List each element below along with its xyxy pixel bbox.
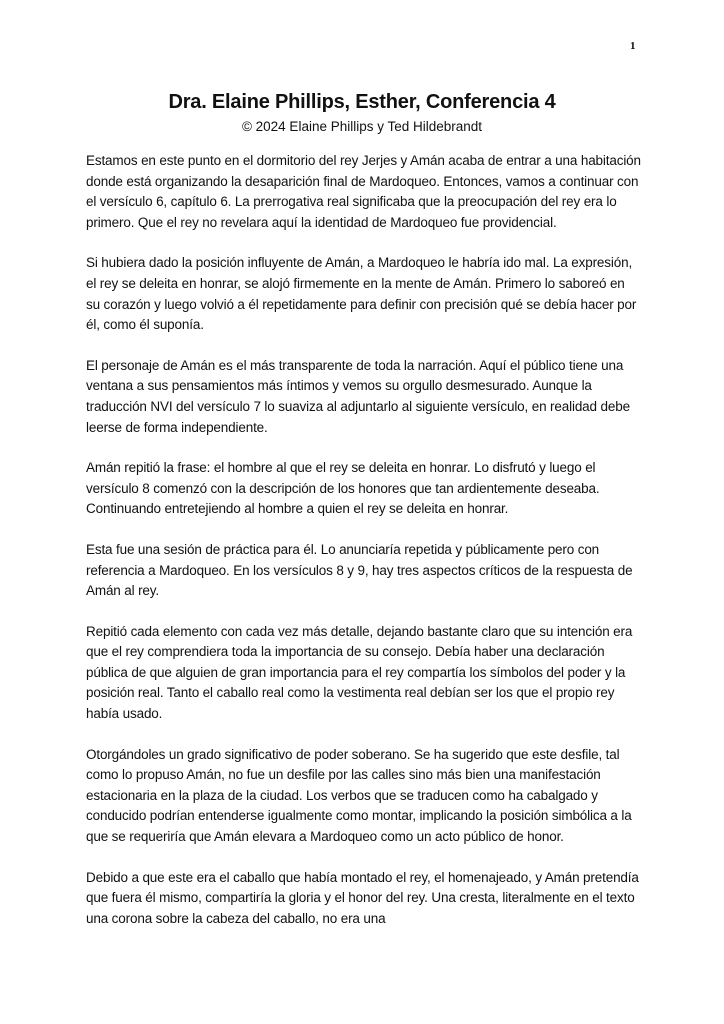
paragraph-1: Estamos en este punto en el dormitorio del rey Jerjes y Amán acaba de entrar a una habitación donde está organizando la desaparición final de Mardoqueo. Entonces, vamos a continuar con el versículo 6, capítulo 6. La prerrogativa real significaba que la preocupación del rey era lo primero. Que el rey no revelara aquí la identidad de Mardoqueo fue providencial. bbox=[86, 153, 641, 230]
copyright-line: © 2024 Elaine Phillips y Ted Hildebrandt bbox=[241, 119, 483, 134]
paragraph-2: Si hubiera dado la posición influyente de Amán, a Mardoqueo le habría ido mal. La expresión, el rey se deleita en honrar, se alojó firmemente en la mente de Amán. Primero lo saboreó en su corazón y luego volvió a él repetidamente para definir con precisión qué se debía hacer por él, como él suponía. bbox=[86, 255, 637, 333]
paragraph-4: Amán repitió la frase: el hombre al que el rey se deleita en honrar. Lo disfrutó y luego el versículo 8 comenzó con la descripción de los honores que tan ardientemente deseaba. Continuando entretejiendo al hombre a quien el rey se deleita en honrar. bbox=[86, 460, 600, 517]
page-number: 1 bbox=[630, 40, 636, 52]
paragraph-8: Debido a que este era el caballo que había montado el rey, el homenajeado, y Amán pretendía que fuera él mismo, compartiría la gloria y el honor del rey. Una cresta, literalmente en el texto una corona sobre la cabeza del caballo, no era una bbox=[86, 869, 639, 926]
paragraph-3: El personaje de Amán es el más transparente de toda la narración. Aquí el público tiene una ventana a sus pensamientos más íntimos y vemos su orgullo desmesurado. Aunque la traducción NVI del versículo 7 lo suaviza al adjuntarlo al siguiente versículo, en realidad debe leerse de forma independiente. bbox=[86, 357, 630, 435]
document-body bbox=[86, 151, 642, 949]
document-title: Dra. Elaine Phillips, Esther, Conferencia 4 bbox=[168, 91, 556, 113]
paragraph-7: Otorgándoles un grado significativo de poder soberano. Se ha sugerido que este desfile, tal como lo propuso Amán, no fue un desfile por las calles sino más bien una manifestación estacionaria en la plaza de la ciudad. Los verbos que se traducen como ha cabalgado y conducido podrían entenderse igualmente como montar, implicando la posición simbólica a la que se requeriría que Amán elevara a Mardoqueo como un acto público de honor. bbox=[86, 746, 632, 845]
paragraph-6: Repitió cada elemento con cada vez más detalle, dejando bastante claro que su intención era que el rey comprendiera toda la importancia de su consejo. Debía haber una declaración pública de que alguien de gran importancia para el rey compartía los símbolos del poder y la posición real. Tanto el caballo real como la vestimenta real debían ser los que el propio rey había usado. bbox=[86, 623, 633, 722]
paragraph-5: Esta fue una sesión de práctica para él. Lo anunciaría repetida y públicamente pero con referencia a Mardoqueo. En los versículos 8 y 9, hay tres aspectos críticos de la respuesta de Amán al rey. bbox=[86, 541, 633, 599]
